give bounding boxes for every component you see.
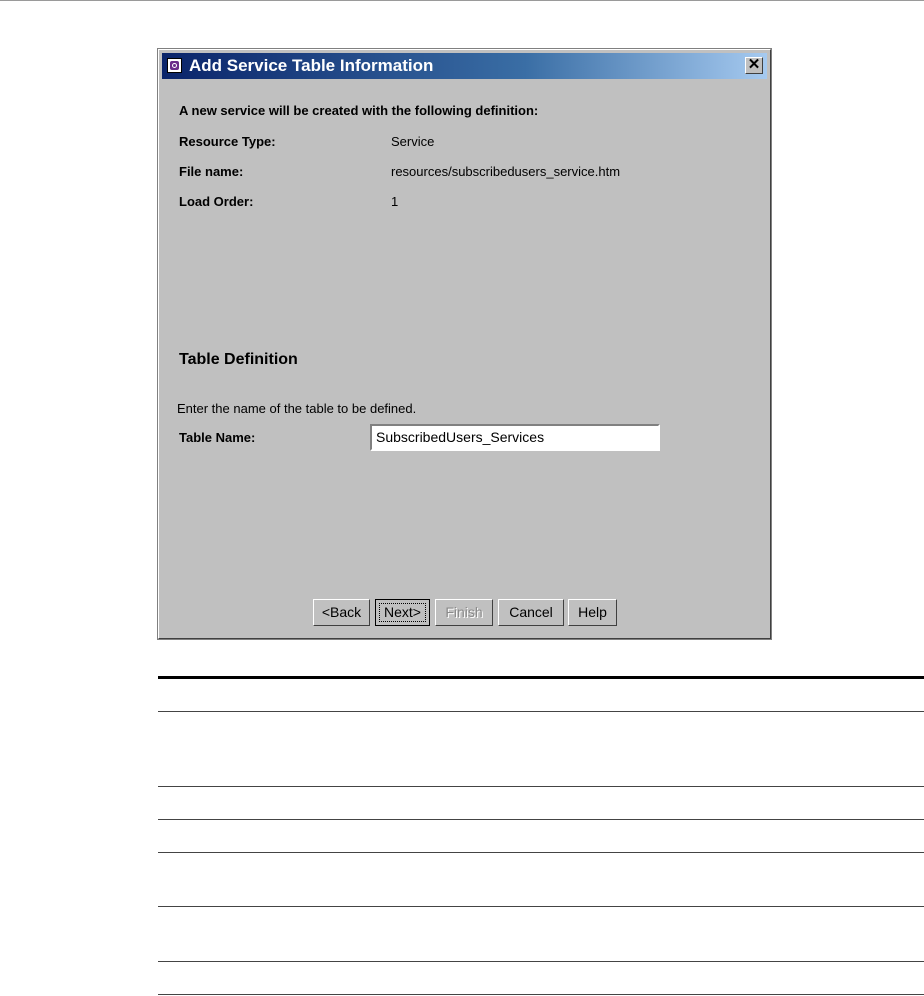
- finish-button-label: Finish: [445, 604, 483, 620]
- close-icon[interactable]: ✕: [745, 57, 763, 74]
- table-rule: [158, 961, 924, 962]
- help-button-label: Help: [578, 604, 607, 620]
- back-button[interactable]: [313, 599, 370, 626]
- file-name-value: resources/subscribedusers_service.htm: [391, 164, 621, 179]
- table-instruction-text: Enter the name of the table to be defined.: [177, 401, 417, 416]
- table-rule: [158, 852, 924, 853]
- next-button-label: Next>: [384, 604, 421, 620]
- dialog-title: Add Service Table Information: [189, 56, 434, 75]
- resource-type-label: Resource Type:: [179, 134, 276, 149]
- table-rule: [158, 786, 924, 787]
- cancel-button[interactable]: [498, 599, 564, 626]
- table-rule: [158, 906, 924, 907]
- load-order-value: 1: [391, 194, 399, 209]
- resource-type-value: Service: [391, 134, 435, 149]
- load-order-label: Load Order:: [179, 194, 254, 209]
- table-name-input[interactable]: SubscribedUsers_Services: [370, 424, 660, 451]
- app-icon: [167, 58, 182, 73]
- table-rule: [158, 711, 924, 712]
- page-top-rule: [0, 0, 924, 1]
- intro-text: A new service will be created with the following definition:: [179, 103, 539, 118]
- cancel-button-label: Cancel: [509, 604, 553, 620]
- back-button-label: <Back: [321, 604, 362, 620]
- finish-button: [435, 599, 493, 626]
- table-definition-heading: Table Definition: [179, 351, 298, 368]
- table-name-label: Table Name:: [179, 430, 256, 445]
- file-name-label: File name:: [179, 164, 244, 179]
- table-rule: [158, 819, 924, 820]
- table-top-rule: [158, 676, 924, 679]
- table-rule: [158, 994, 924, 995]
- next-button[interactable]: [375, 599, 430, 626]
- help-button[interactable]: [568, 599, 617, 626]
- dialog-titlebar[interactable]: [162, 53, 767, 79]
